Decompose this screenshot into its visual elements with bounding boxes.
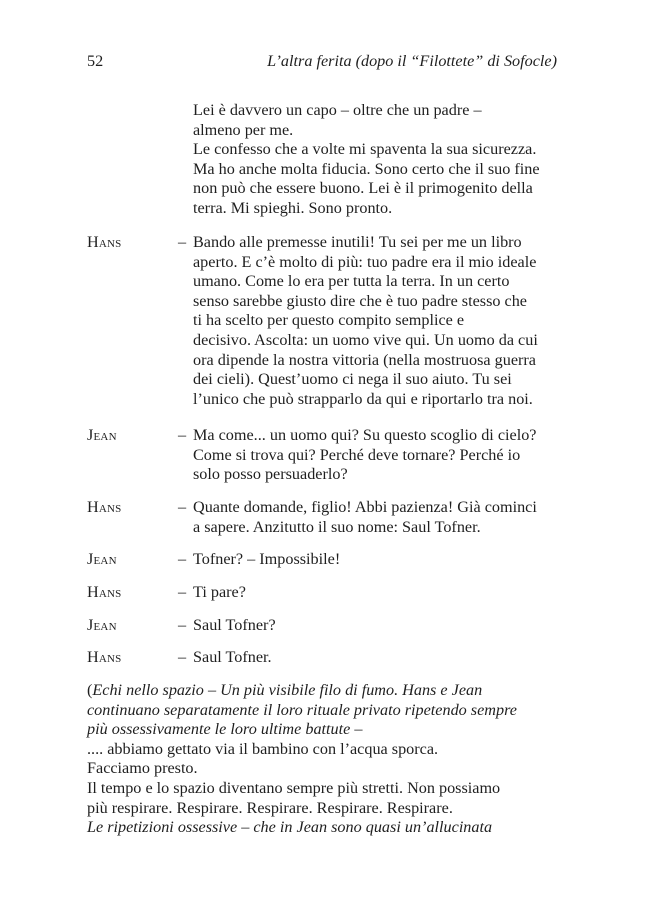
- open-parenthesis: (: [87, 681, 93, 699]
- speech-line: Bando alle premesse inutili! Tu sei per me un libro: [193, 233, 522, 251]
- speech-line: Quante domande, figlio! Abbi pazienza! Già cominci: [193, 498, 537, 516]
- speech-line: Saul Tofner?: [193, 616, 276, 634]
- dialogue-dash: –: [178, 550, 187, 568]
- speech-line: Ma come... un uomo qui? Su questo scoglio di cielo?: [193, 426, 537, 444]
- stage-direction: [87, 681, 567, 838]
- dialogue-dash: –: [178, 583, 187, 601]
- speech-line: senso sarebbe giusto dire che è tuo padre stesso che: [193, 291, 527, 310]
- speaker-name: Hans: [87, 583, 122, 601]
- speech-line: decisivo. Ascolta: un uomo vive qui. Un uomo da cui: [193, 330, 538, 349]
- running-head: L’altra ferita (dopo il “Filottete” di Sofocle): [267, 52, 557, 70]
- speech-line: Lei è davvero un capo – oltre che un padre –: [193, 101, 482, 119]
- speech-line: umano. Come lo era per tutta la terra. In un certo: [193, 272, 510, 291]
- speech: [178, 498, 573, 537]
- speech: [178, 616, 573, 636]
- speech-line: a sapere. Anzitutto il suo nome: Saul Tofner.: [193, 517, 481, 536]
- dialogue-dash: –: [178, 426, 187, 444]
- speech-line: l’unico che può strapparlo da qui e riportarlo tra noi.: [193, 389, 533, 408]
- speech: [178, 426, 573, 485]
- page-number: 52: [87, 52, 104, 70]
- stage-direction-line: .... abbiamo gettato via il bambino con l’acqua sporca.: [87, 739, 439, 758]
- speech-line: Ti pare?: [193, 583, 246, 601]
- speech-line: dei cieli). Quest’uomo ci nega il suo aiuto. Tu sei: [193, 370, 512, 389]
- speech-line: Le confesso che a volte mi spaventa la sua sicurezza.: [193, 140, 537, 159]
- speech-line: aperto. E c’è molto di più: tuo padre era il mio ideale: [193, 252, 537, 271]
- dialogue-dash: –: [178, 648, 187, 666]
- speech-line: ti ha scelto per questo compito semplice e: [193, 311, 465, 330]
- stage-direction-line: [87, 681, 567, 701]
- speaker-name: Hans: [87, 498, 122, 516]
- speech: [178, 648, 573, 668]
- stage-direction-line: più respirare. Respirare. Respirare. Respirare. Respirare.: [87, 798, 453, 817]
- speaker-name: Jean: [87, 616, 117, 634]
- speech-line: solo posso persuaderlo?: [193, 465, 348, 484]
- continued-speech: [87, 101, 567, 219]
- speech-line: terra. Mi spieghi. Sono pronto.: [193, 198, 393, 217]
- stage-direction-line: Le ripetizioni ossessive – che in Jean sono quasi un’allucinata: [87, 818, 493, 837]
- speech-line: Ma ho anche molta fiducia. Sono certo che il suo fine: [193, 159, 540, 178]
- speech-line: ora dipende la nostra vittoria (nella mostruosa guerra: [193, 350, 536, 369]
- speaker-name: Jean: [87, 550, 117, 568]
- stage-direction-line: Facciamo presto.: [87, 759, 198, 778]
- speech-line: non può che essere buono. Lei è il primogenito della: [193, 179, 533, 198]
- speech: [178, 233, 573, 409]
- speech: [178, 550, 573, 570]
- speaker-name: Hans: [87, 233, 122, 251]
- speech-line: Come si trova qui? Perché deve tornare? Perché io: [193, 445, 521, 464]
- stage-direction-line: Il tempo e lo spazio diventano sempre più stretti. Non possiamo: [87, 778, 501, 797]
- page-header: [87, 52, 557, 76]
- dialogue-dash: –: [178, 616, 187, 634]
- stage-direction-line: più ossessivamente le loro ultime battute –: [87, 720, 363, 739]
- stage-direction-italic: Echi nello spazio – Un più visibile filo di fumo. Hans e Jean: [92, 681, 483, 699]
- speech-line: almeno per me.: [193, 120, 294, 139]
- speech: [178, 583, 573, 603]
- speaker-name: Jean: [87, 426, 117, 444]
- speech-line: Saul Tofner.: [193, 648, 272, 666]
- dialogue-dash: –: [178, 498, 187, 516]
- speech-line: Tofner? – Impossibile!: [193, 550, 341, 568]
- stage-direction-line: continuano separatamente il loro rituale privato ripetendo sempre: [87, 700, 517, 719]
- dialogue-dash: –: [178, 233, 187, 251]
- speaker-name: Hans: [87, 648, 122, 666]
